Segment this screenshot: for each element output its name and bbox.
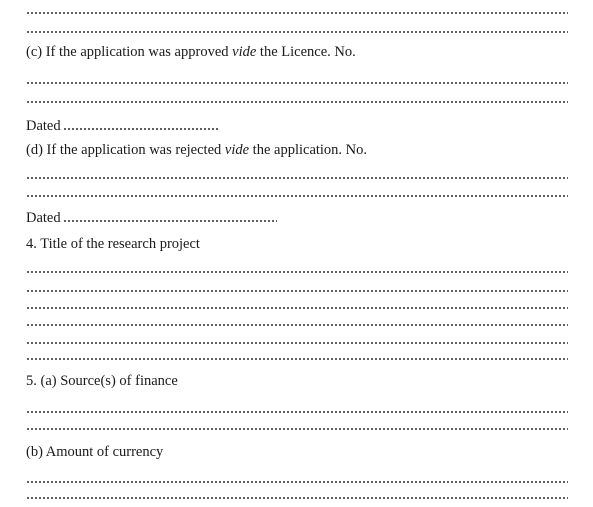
dotted-line[interactable]	[26, 428, 568, 430]
item-4-label: 4. Title of the research project	[26, 236, 200, 252]
item-d-dated: Dated	[26, 209, 277, 227]
dotted-line[interactable]	[26, 271, 568, 273]
dotted-line[interactable]	[26, 31, 568, 33]
dotted-line[interactable]	[26, 101, 568, 103]
item-d-label: (d) If the application was rejected vide the application. No.	[26, 142, 368, 158]
dotted-line[interactable]	[26, 195, 568, 197]
item-5a-label: 5. (a) Source(s) of finance	[26, 373, 178, 389]
item-5b-label: (b) Amount of currency	[26, 444, 164, 460]
item-c-label: (c) If the application was approved vide the Licence. No.	[26, 44, 356, 60]
dotted-line[interactable]	[26, 342, 568, 344]
dotted-line[interactable]	[26, 324, 568, 326]
dated-field[interactable]	[63, 220, 277, 222]
dotted-line[interactable]	[26, 177, 568, 179]
dotted-line[interactable]	[26, 12, 568, 14]
dotted-line[interactable]	[26, 411, 568, 413]
item-c-dated: Dated	[26, 117, 219, 135]
dotted-line[interactable]	[26, 358, 568, 360]
dotted-line[interactable]	[26, 307, 568, 309]
dotted-line[interactable]	[26, 481, 568, 483]
dotted-line[interactable]	[26, 497, 568, 499]
dotted-line[interactable]	[26, 290, 568, 292]
dotted-line[interactable]	[26, 82, 568, 84]
dated-field[interactable]	[63, 128, 219, 130]
